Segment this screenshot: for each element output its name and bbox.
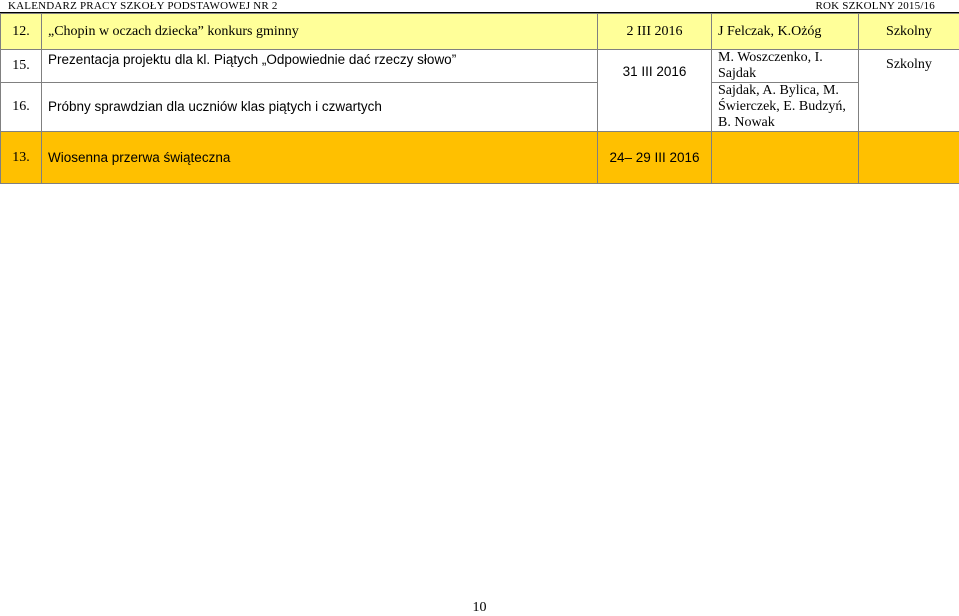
row-number: 15. (1, 50, 42, 83)
table-row (1, 14, 959, 50)
page-number: 10 (472, 600, 487, 615)
row-number: 12. (1, 14, 42, 50)
row-number: 13. (1, 132, 42, 184)
row-date: 31 III 2016 (598, 50, 712, 132)
page-header (0, 0, 959, 12)
table-row (1, 83, 959, 132)
row-date: 2 III 2016 (598, 14, 712, 50)
table-row (1, 132, 959, 184)
row-persons: M. Woszczenko, I. Sajdak (712, 50, 859, 83)
row-persons: J Felczak, K.Ożóg (712, 14, 859, 50)
table-row (1, 50, 959, 83)
row-type (859, 132, 959, 184)
row-persons: Sajdak, A. Bylica, M. Świerczek, E. Budzyń, B. Nowak (712, 83, 859, 132)
row-number: 16. (1, 83, 42, 132)
row-event: Wiosenna przerwa świąteczna (42, 132, 598, 184)
calendar-table (0, 13, 959, 184)
header-school-year: ROK SZKOLNY 2015/16 (815, 0, 935, 12)
row-event: Próbny sprawdzian dla uczniów klas piątych i czwartych (42, 83, 598, 132)
row-event: Prezentacja projektu dla kl. Piątych „Odpowiednie dać rzeczy słowo” (42, 50, 598, 83)
row-type: Szkolny (859, 14, 959, 50)
header-title: KALENDARZ PRACY SZKOŁY PODSTAWOWEJ NR 2 (8, 0, 278, 12)
row-date: 24– 29 III 2016 (598, 132, 712, 184)
row-type: Szkolny (859, 50, 959, 132)
row-event: „Chopin w oczach dziecka” konkurs gminny (42, 14, 598, 50)
row-persons (712, 132, 859, 184)
